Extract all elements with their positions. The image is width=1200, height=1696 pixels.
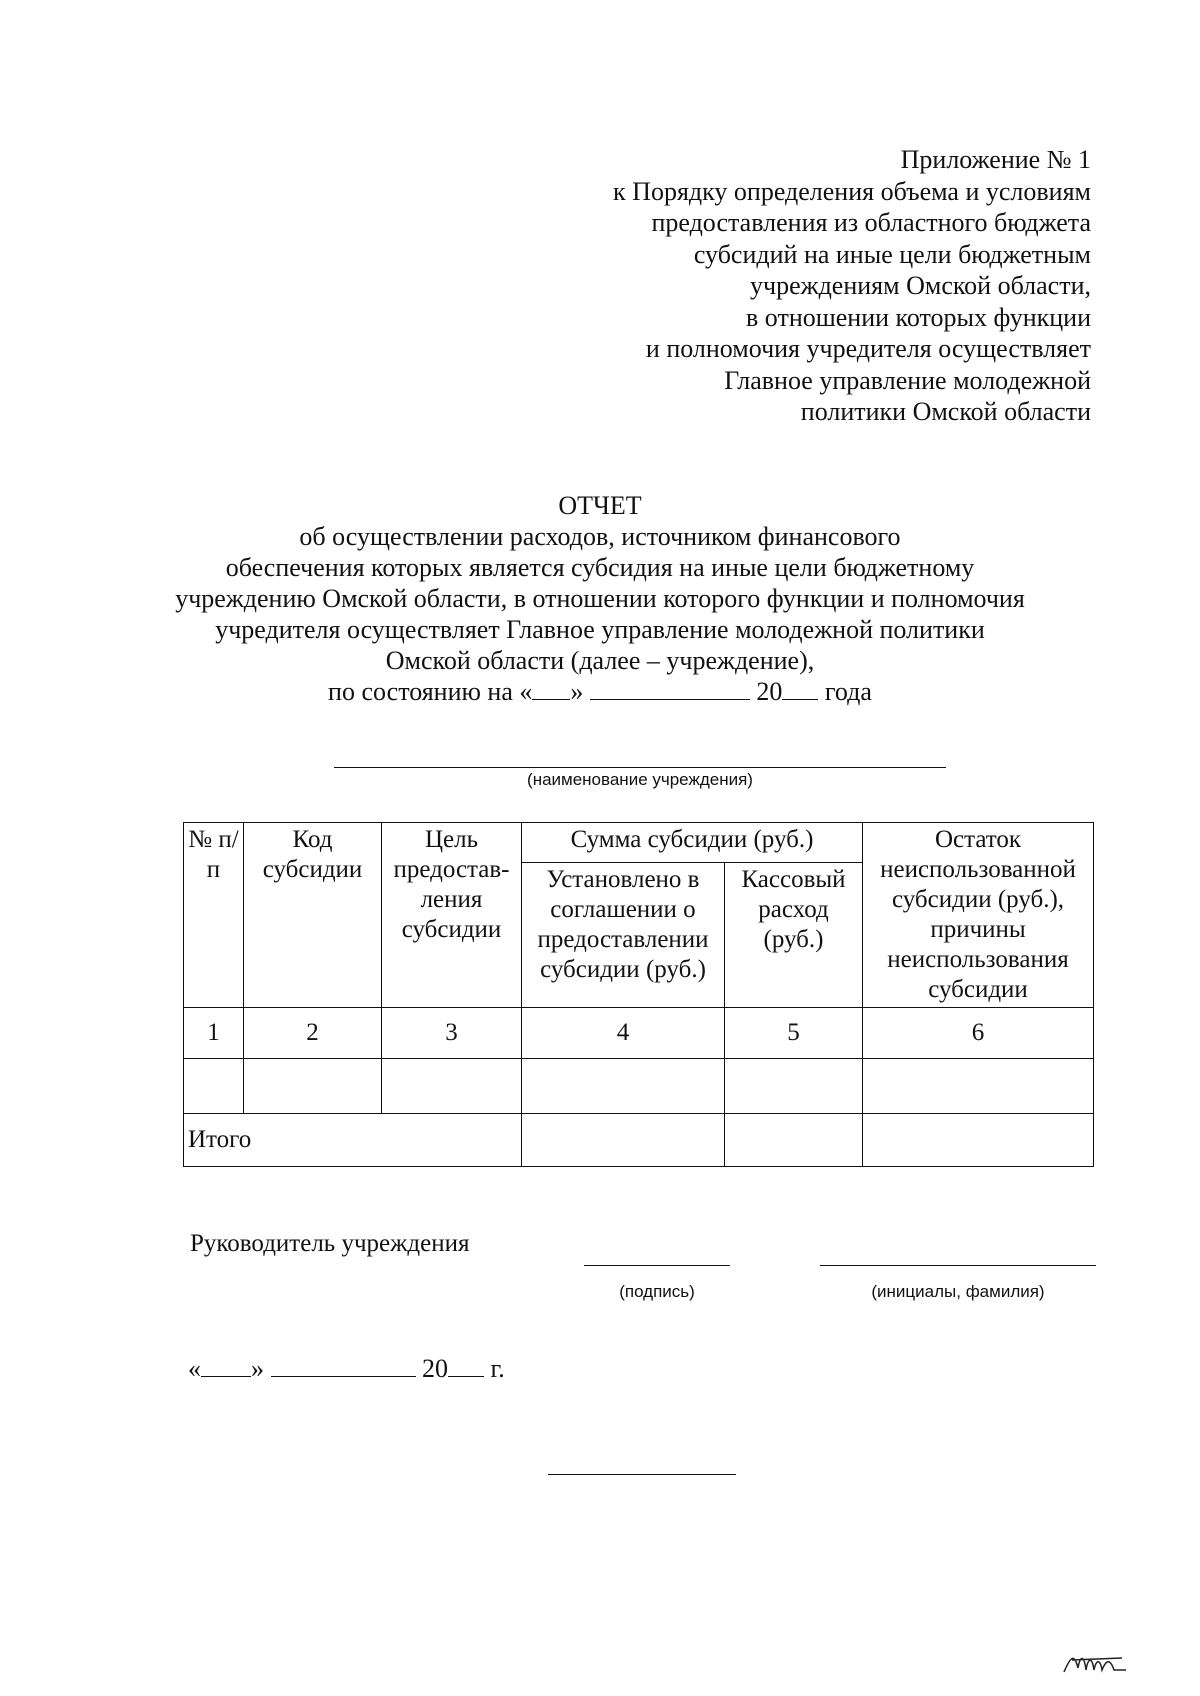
date-open: « [188,1354,201,1383]
total-cell[interactable] [725,1114,863,1167]
appendix-line: и полномочия учредителя осуществляет [645,334,1091,363]
header-rest: Остаток неиспользованной субсидии (руб.), причины неиспользования субсидии [863,823,1094,1008]
report-table [183,822,1094,1167]
report-line: Омской области (далее – учреждение), [385,646,815,675]
header-cash: Кассовый расход (руб.) [725,863,863,1008]
report-line: обеспечения которых является субсидия на иные цели бюджетному [225,553,975,582]
column-number: 4 [522,1008,725,1059]
table-cell[interactable] [522,1059,725,1114]
report-line: учреждению Омской области, в отношении которого функции и полномочия [175,584,1025,613]
bottom-divider [548,1474,736,1475]
date-suffix: г. [490,1354,505,1383]
month-blank[interactable] [590,677,750,700]
total-row [184,1114,1094,1167]
date-close: » [251,1354,264,1383]
date-year: 20 [422,1354,448,1383]
column-number: 2 [244,1008,382,1059]
appendix-line: учреждениям Омской области, [750,271,1091,300]
header-code: Код субсидии [244,823,382,1008]
report-title: ОТЧЕТ [558,491,642,520]
signature-date-line [188,1354,505,1384]
header-goal: Цель предостав-ления субсидии [382,823,522,1008]
column-number: 3 [382,1008,522,1059]
appendix-line: Приложение № 1 [900,145,1091,174]
month-blank[interactable] [271,1354,416,1377]
column-number: 6 [863,1008,1094,1059]
name-line[interactable] [820,1265,1096,1266]
head-of-institution-label: Руководитель учреждения [190,1230,470,1257]
appendix-line: политики Омской области [800,397,1091,426]
appendix-line: к Порядку определения объема и условиям [613,176,1091,206]
table-cell[interactable] [184,1059,244,1114]
header-set: Установлено в соглашении о предоставлении субсидии (руб.) [522,863,725,1008]
date-prefix: по состоянию на « [328,677,533,706]
total-label: Итого [184,1114,522,1167]
date-year: 20 [756,677,783,706]
day-blank[interactable] [532,677,570,700]
table-cell[interactable] [244,1059,382,1114]
year-blank[interactable] [782,677,818,700]
appendix-line: в отношении которых функции [746,302,1091,332]
appendix-line: субсидий на иные цели бюджетным [693,239,1091,269]
table-header-row [184,823,1094,863]
total-cell[interactable] [522,1114,725,1167]
report-line: учредителя осуществляет Главное управление молодежной политики [215,615,985,644]
total-cell[interactable] [863,1114,1094,1167]
year-blank[interactable] [448,1354,484,1377]
report-line: об осуществлении расходов, источником финансового [299,522,901,551]
date-mid: » [570,677,584,706]
header-num: № п/п [184,823,244,1008]
appendix-line: Главное управление молодежной [724,365,1091,395]
signature-caption: (подпись) [619,1282,695,1301]
report-header [100,490,1100,707]
institution-name-line[interactable] [334,767,946,768]
signature-line[interactable] [584,1265,730,1266]
report-date-line [100,676,1100,707]
name-caption: (инициалы, фамилия) [871,1282,1045,1301]
header-sum: Сумма субсидии (руб.) [522,823,863,863]
table-row [184,1059,1094,1114]
column-number: 5 [725,1008,863,1059]
appendix-line: предоставления из областного бюджета [651,208,1091,237]
column-number: 1 [184,1008,244,1059]
institution-caption: (наименование учреждения) [527,770,753,789]
table-cell[interactable] [725,1059,863,1114]
table-cell[interactable] [382,1059,522,1114]
day-blank[interactable] [201,1354,251,1377]
initials-scribble [1062,1648,1132,1678]
table-cell[interactable] [863,1059,1094,1114]
column-number-row [184,1008,1094,1059]
date-suffix: года [824,677,872,706]
appendix-block [613,144,1091,428]
